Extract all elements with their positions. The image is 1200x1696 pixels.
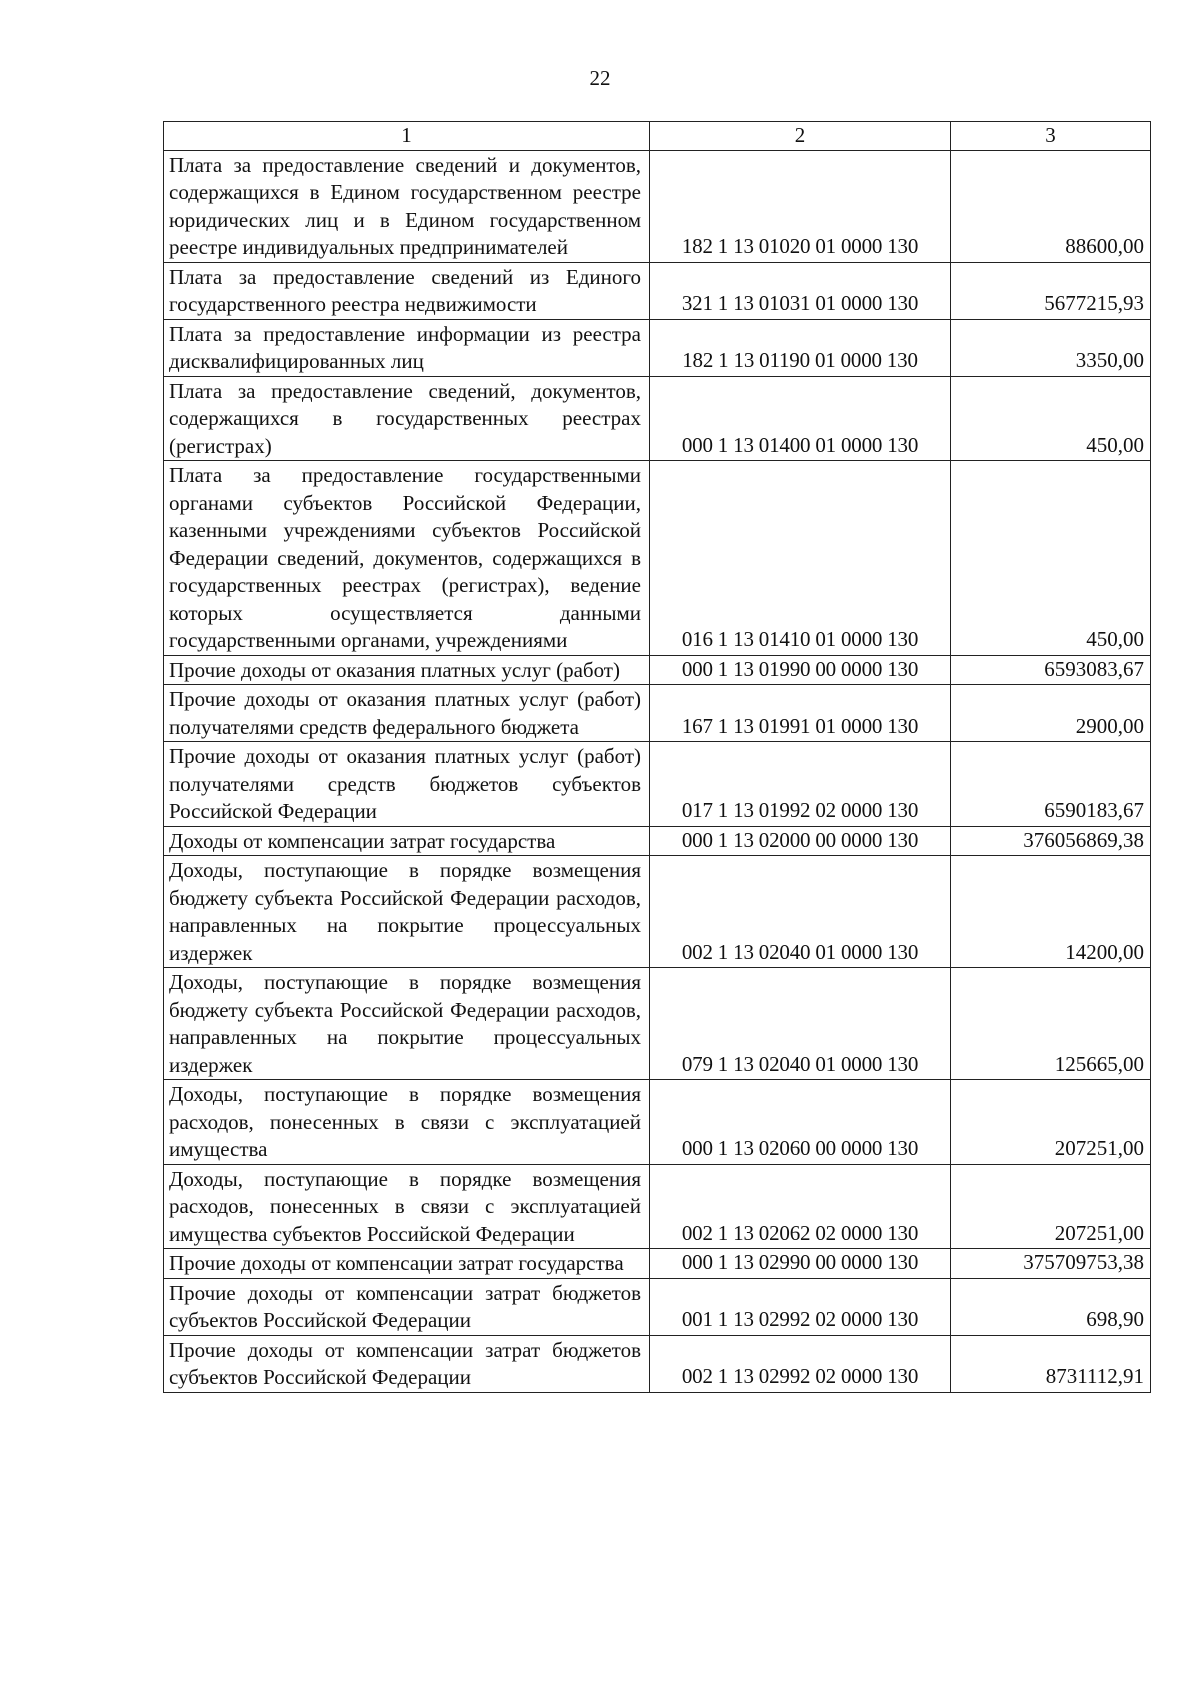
- table-row: [164, 319, 1151, 376]
- revenue-name: Плата за предоставление сведений из Единого государственного реестра недвижимости: [164, 262, 650, 319]
- revenue-name: Прочие доходы от компенсации затрат бюджетов субъектов Российской Федерации: [164, 1278, 650, 1335]
- revenue-name: Прочие доходы от оказания платных услуг (работ) получателями средств федерального бюджета: [164, 685, 650, 742]
- table-row: [164, 685, 1151, 742]
- amount: 14200,00: [951, 856, 1151, 968]
- amount: 6590183,67: [951, 742, 1151, 827]
- revenue-name: Плата за предоставление информации из реестра дисквалифицированных лиц: [164, 319, 650, 376]
- table-row: [164, 150, 1151, 262]
- revenue-name: Плата за предоставление государственными органами субъектов Российской Федерации, казенными учреждениями субъектов Российской Федерации сведений, документов, содержащихся в государственных реестрах (регистрах), ведение которых осуществляется данными государственными органами, учреждениями: [164, 461, 650, 656]
- revenue-name: Доходы от компенсации затрат государства: [164, 826, 650, 856]
- amount: 8731112,91: [951, 1335, 1151, 1392]
- budget-code: 000 1 13 01990 00 0000 130: [650, 655, 951, 685]
- table-row: [164, 262, 1151, 319]
- table-row: [164, 1335, 1151, 1392]
- amount: 6593083,67: [951, 655, 1151, 685]
- table-row: [164, 376, 1151, 461]
- table-row: [164, 968, 1151, 1080]
- budget-code: 002 1 13 02062 02 0000 130: [650, 1164, 951, 1249]
- revenue-name: Прочие доходы от оказания платных услуг (работ): [164, 655, 650, 685]
- revenue-name: Прочие доходы от компенсации затрат бюджетов субъектов Российской Федерации: [164, 1335, 650, 1392]
- amount: 88600,00: [951, 150, 1151, 262]
- amount: 450,00: [951, 461, 1151, 656]
- budget-code: 000 1 13 02000 00 0000 130: [650, 826, 951, 856]
- budget-code: 167 1 13 01991 01 0000 130: [650, 685, 951, 742]
- budget-code: 182 1 13 01020 01 0000 130: [650, 150, 951, 262]
- revenue-name: Прочие доходы от оказания платных услуг (работ) получателями средств бюджетов субъектов Российской Федерации: [164, 742, 650, 827]
- amount: 207251,00: [951, 1080, 1151, 1165]
- revenue-name: Доходы, поступающие в порядке возмещения расходов, понесенных в связи с эксплуатацией имущества субъектов Российской Федерации: [164, 1164, 650, 1249]
- column-header-3: 3: [951, 122, 1151, 151]
- table-row: [164, 1278, 1151, 1335]
- amount: 376056869,38: [951, 826, 1151, 856]
- page-number: 22: [589, 66, 611, 90]
- budget-code: 002 1 13 02040 01 0000 130: [650, 856, 951, 968]
- table-row: [164, 856, 1151, 968]
- column-header-1: 1: [164, 122, 650, 151]
- budget-code: 002 1 13 02992 02 0000 130: [650, 1335, 951, 1392]
- table-row: [164, 1249, 1151, 1279]
- revenue-name: Плата за предоставление сведений и документов, содержащихся в Едином государственном реестре юридических лиц и в Едином государственном реестре индивидуальных предпринимателей: [164, 150, 650, 262]
- budget-code: 079 1 13 02040 01 0000 130: [650, 968, 951, 1080]
- table-row: [164, 742, 1151, 827]
- revenue-name: Доходы, поступающие в порядке возмещения расходов, понесенных в связи с эксплуатацией имущества: [164, 1080, 650, 1165]
- budget-code: 000 1 13 02990 00 0000 130: [650, 1249, 951, 1279]
- budget-code: 016 1 13 01410 01 0000 130: [650, 461, 951, 656]
- revenue-name: Прочие доходы от компенсации затрат государства: [164, 1249, 650, 1279]
- amount: 450,00: [951, 376, 1151, 461]
- budget-code: 182 1 13 01190 01 0000 130: [650, 319, 951, 376]
- amount: 2900,00: [951, 685, 1151, 742]
- budget-code: 001 1 13 02992 02 0000 130: [650, 1278, 951, 1335]
- table-row: [164, 1080, 1151, 1165]
- table-row: [164, 655, 1151, 685]
- table-row: [164, 1164, 1151, 1249]
- budget-code: 000 1 13 01400 01 0000 130: [650, 376, 951, 461]
- column-header-2: 2: [650, 122, 951, 151]
- budget-code: 000 1 13 02060 00 0000 130: [650, 1080, 951, 1165]
- table-row: [164, 826, 1151, 856]
- revenue-name: Доходы, поступающие в порядке возмещения бюджету субъекта Российской Федерации расходов, направленных на покрытие процессуальных издержек: [164, 968, 650, 1080]
- amount: 5677215,93: [951, 262, 1151, 319]
- amount: 125665,00: [951, 968, 1151, 1080]
- table-row: [164, 461, 1151, 656]
- revenue-name: Доходы, поступающие в порядке возмещения бюджету субъекта Российской Федерации расходов, направленных на покрытие процессуальных издержек: [164, 856, 650, 968]
- amount: 3350,00: [951, 319, 1151, 376]
- budget-code: 017 1 13 01992 02 0000 130: [650, 742, 951, 827]
- amount: 375709753,38: [951, 1249, 1151, 1279]
- revenue-name: Плата за предоставление сведений, документов, содержащихся в государственных реестрах (регистрах): [164, 376, 650, 461]
- table-header-row: [164, 122, 1151, 151]
- amount: 207251,00: [951, 1164, 1151, 1249]
- budget-code: 321 1 13 01031 01 0000 130: [650, 262, 951, 319]
- amount: 698,90: [951, 1278, 1151, 1335]
- revenue-table: [163, 121, 1151, 1393]
